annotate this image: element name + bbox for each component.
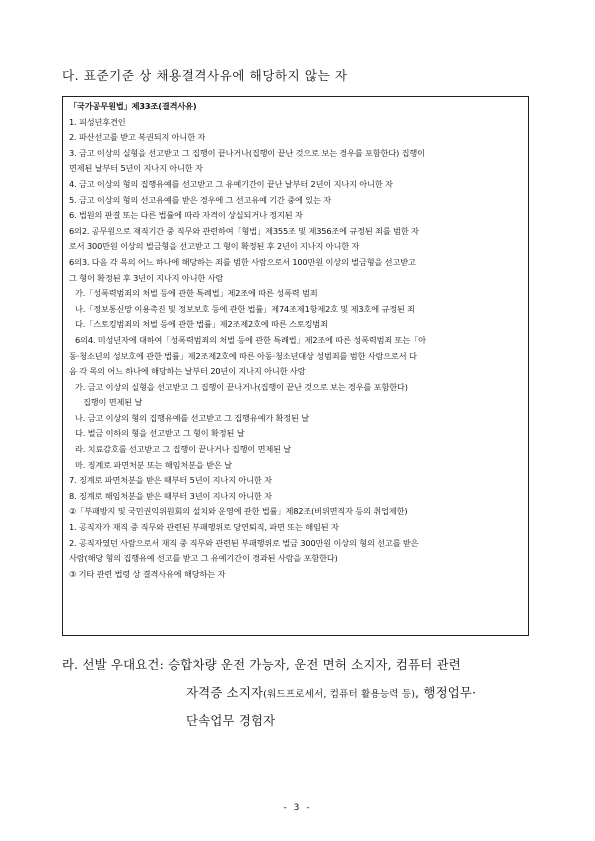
box-line: 라. 치료감호를 선고받고 그 집행이 끝나거나 집행이 면제된 날 (75, 444, 292, 455)
box-lines (69, 115, 524, 583)
box-line: 3. 금고 이상의 실형을 선고받고 그 집행이 끝나거나(집행이 끝난 것으로 보는 경우를 포함한다) 집행이 (69, 147, 425, 158)
disqualification-box (62, 96, 529, 636)
section-ra-line2 (62, 683, 542, 711)
box-line: 면제된 날부터 5년이 지나지 아니한 자 (69, 163, 203, 174)
box-line: 1. 피성년후견인 (69, 116, 126, 127)
section-ra-line2-small: (워드프로세서, 컴퓨터 활용능력 등) (263, 689, 416, 700)
section-ra-line3: 단속업무 경험자 (186, 713, 276, 728)
section-heading-da: 다. 표준기준 상 채용결격사유에 해당하지 않는 자 (62, 68, 348, 83)
box-line: 7. 징계로 파면처분을 받은 때부터 5년이 지나지 아니한 자 (69, 475, 272, 486)
box-line: 다. 벌금 이하의 형을 선고받고 그 형이 확정된 날 (75, 428, 245, 439)
section-ra-line2-tail: , 행정업무· (415, 685, 477, 700)
box-line: 5. 금고 이상의 형의 선고유예를 받은 경우에 그 선고유예 기간 중에 있는 자 (69, 194, 331, 205)
box-line: 가.「성폭력범죄의 처벌 등에 관한 특례법」제2조에 따른 성폭력 범죄 (75, 288, 318, 299)
box-line: 마. 징계로 파면처분 또는 해임처분을 받은 날 (75, 459, 232, 470)
box-line: 그 형이 확정된 후 3년이 지나지 아니한 사람 (69, 272, 224, 283)
box-line: 2. 파산선고를 받고 복권되지 아니한 자 (69, 132, 206, 143)
box-line: 가. 금고 이상의 실형을 선고받고 그 집행이 끝나거나(집행이 끝난 것으로 보는 경우를 포함한다) (75, 381, 408, 392)
section-ra-line1: 라. 선발 우대요건: 승합차량 운전 가능자, 운전 면허 소지자, 컴퓨터 관련 (62, 657, 461, 672)
box-line: 다.「스토킹범죄의 처벌 등에 관한 법률」제2조제2호에 따른 스토킹범죄 (75, 319, 328, 330)
section-ra (62, 655, 542, 729)
box-line: ②「부패방지 및 국민권익위원회의 설치와 운영에 관한 법률」제82조(비위면직자 등의 취업제한) (69, 506, 408, 517)
box-line: ③ 기타 관련 법령 상 결격사유에 해당하는 자 (69, 568, 226, 579)
page-number: - 3 - (283, 803, 312, 813)
box-line: 나. 금고 이상의 형의 집행유예를 선고받고 그 집행유예가 확정된 날 (75, 412, 310, 423)
box-line: 음 각 목의 어느 하나에 해당하는 날부터 20년이 지나지 아니한 사람 (69, 366, 306, 377)
box-line: 동·청소년의 성보호에 관한 법률」제2조제2호에 따른 아동·청소년대상 성범죄를 범한 사람으로서 다 (69, 350, 417, 361)
section-ra-line2-main: 자격증 소지자 (186, 685, 264, 700)
box-title: 「국가공무원법」제33조(결격사유) (69, 101, 197, 111)
box-line: 6의2. 공무원으로 재직기간 중 직무와 관련하여「형법」제355조 및 제356조에 규정된 죄를 범한 자 (69, 225, 419, 236)
box-line: 로서 300만원 이상의 벌금형을 선고받고 그 형이 확정된 후 2년이 지나지 아니한 자 (69, 241, 360, 252)
box-line: 사람(해당 형의 집행유예 선고를 받고 그 유예기간이 경과된 사람을 포함한다) (69, 553, 338, 564)
box-line: 나.「정보통신망 이용촉진 및 정보보호 등에 관한 법률」제74조제1항제2호 및 제3호에 규정된 죄 (75, 303, 415, 314)
box-line: 2. 공직자였던 사람으로서 재직 중 직무와 관련된 부패행위로 벌금 300만원 이상의 형의 선고를 받은 (69, 537, 419, 548)
box-line: 6. 법원의 판결 또는 다른 법률에 따라 자격이 상실되거나 정지된 자 (69, 210, 303, 221)
box-line: 집행이 면제된 날 (83, 397, 143, 408)
box-line: 6의3. 다음 각 목의 어느 하나에 해당하는 죄를 범한 사람으로서 100만원 이상의 벌금형을 선고받고 (69, 256, 416, 267)
box-line: 8. 징계로 해임처분을 받은 때부터 3년이 지나지 아니한 자 (69, 490, 272, 501)
box-line: 6의4. 미성년자에 대하여「성폭력범죄의 처벌 등에 관한 특례법」제2조에 따른 성폭력범죄 또는「아 (75, 334, 426, 345)
box-line: 1. 공직자가 재직 중 직무와 관련된 부패행위로 당연퇴직, 파면 또는 해임된 자 (69, 522, 339, 533)
box-line: 4. 금고 이상의 형의 집행유예를 선고받고 그 유예기간이 끝난 날부터 2년이 지나지 아니한 자 (69, 178, 393, 189)
